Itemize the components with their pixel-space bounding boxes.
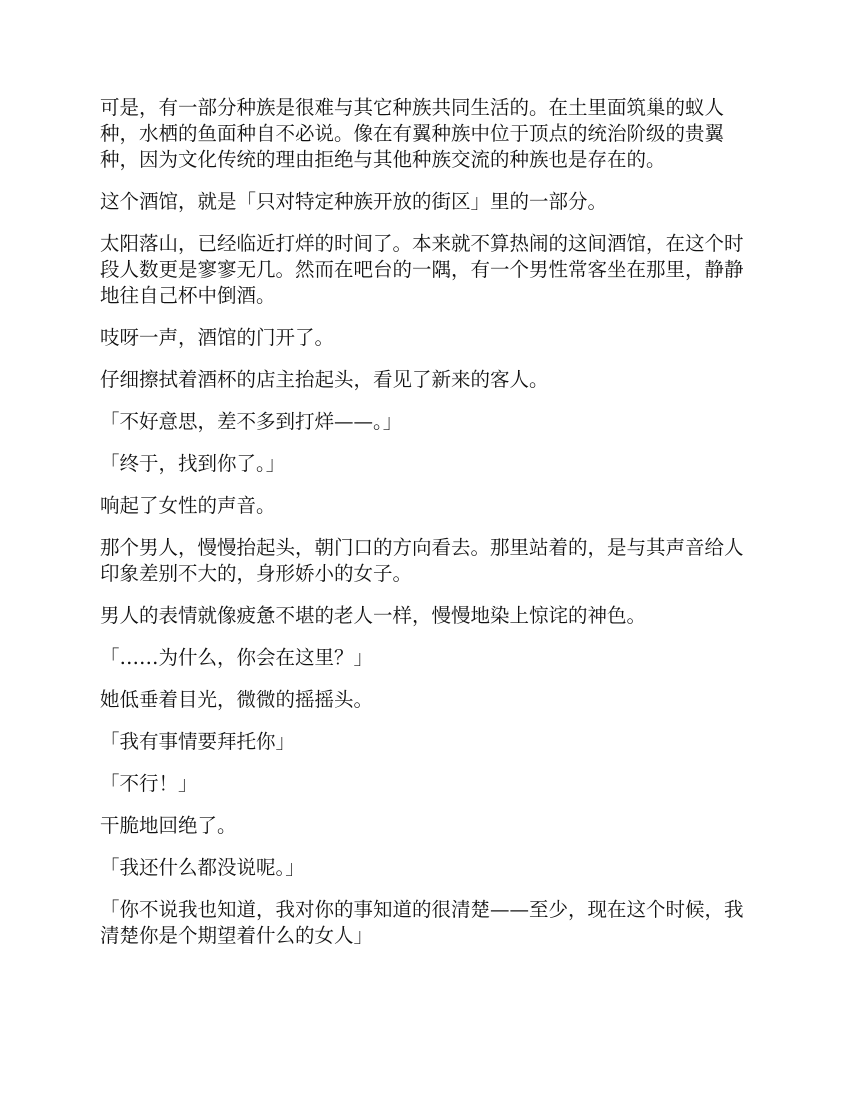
paragraph-6: 「不好意思，差不多到打烊——。」 <box>100 410 403 433</box>
paragraph-5: 仔细擦拭着酒杯的店主抬起头，看见了新来的客人。 <box>100 368 549 391</box>
paragraph-4: 吱呀一声，酒馆的门开了。 <box>100 326 335 349</box>
paragraph-3: 太阳落山，已经临近打烊的时间了。本来就不算热闹的这间酒馆，在这个时段人数更是寥寥无几。然而在吧台的一隅，有一个男性常客坐在那里，静静地往自己杯中倒酒。 <box>100 232 744 307</box>
paragraph-13: 「我有事情要拜托你」 <box>100 730 296 753</box>
paragraph-7: 「终于，找到你了。」 <box>100 452 286 475</box>
paragraph-14: 「不行！」 <box>100 772 198 795</box>
paragraph-17: 「你不说我也知道，我对你的事知道的很清楚——至少，现在这个时候，我清楚你是个期望着什么的女人」 <box>100 898 744 947</box>
paragraph-2: 这个酒馆，就是「只对特定种族开放的街区」里的一部分。 <box>100 190 608 213</box>
paragraph-8: 响起了女性的声音。 <box>100 494 276 517</box>
paragraph-15: 干脆地回绝了。 <box>100 814 237 837</box>
paragraph-12: 她低垂着目光，微微的摇摇头。 <box>100 688 374 711</box>
paragraph-9: 那个男人，慢慢抬起头，朝门口的方向看去。那里站着的，是与其声音给人印象差别不大的，身形娇小的女子。 <box>100 536 744 585</box>
body-text <box>100 95 760 965</box>
paragraph-1: 可是，有一部分种族是很难与其它种族共同生活的。在土里面筑巢的蚁人种，水栖的鱼面种自不必说。像在有翼种族中位于顶点的统治阶级的贵翼种，因为文化传统的理由拒绝与其他种族交流的种族也是存在的。 <box>100 96 725 171</box>
paragraph-10: 男人的表情就像疲惫不堪的老人一样，慢慢地染上惊诧的神色。 <box>100 604 647 627</box>
paragraph-11: 「……为什么，你会在这里？」 <box>100 646 374 669</box>
paragraph-16: 「我还什么都没说呢。」 <box>100 856 305 879</box>
